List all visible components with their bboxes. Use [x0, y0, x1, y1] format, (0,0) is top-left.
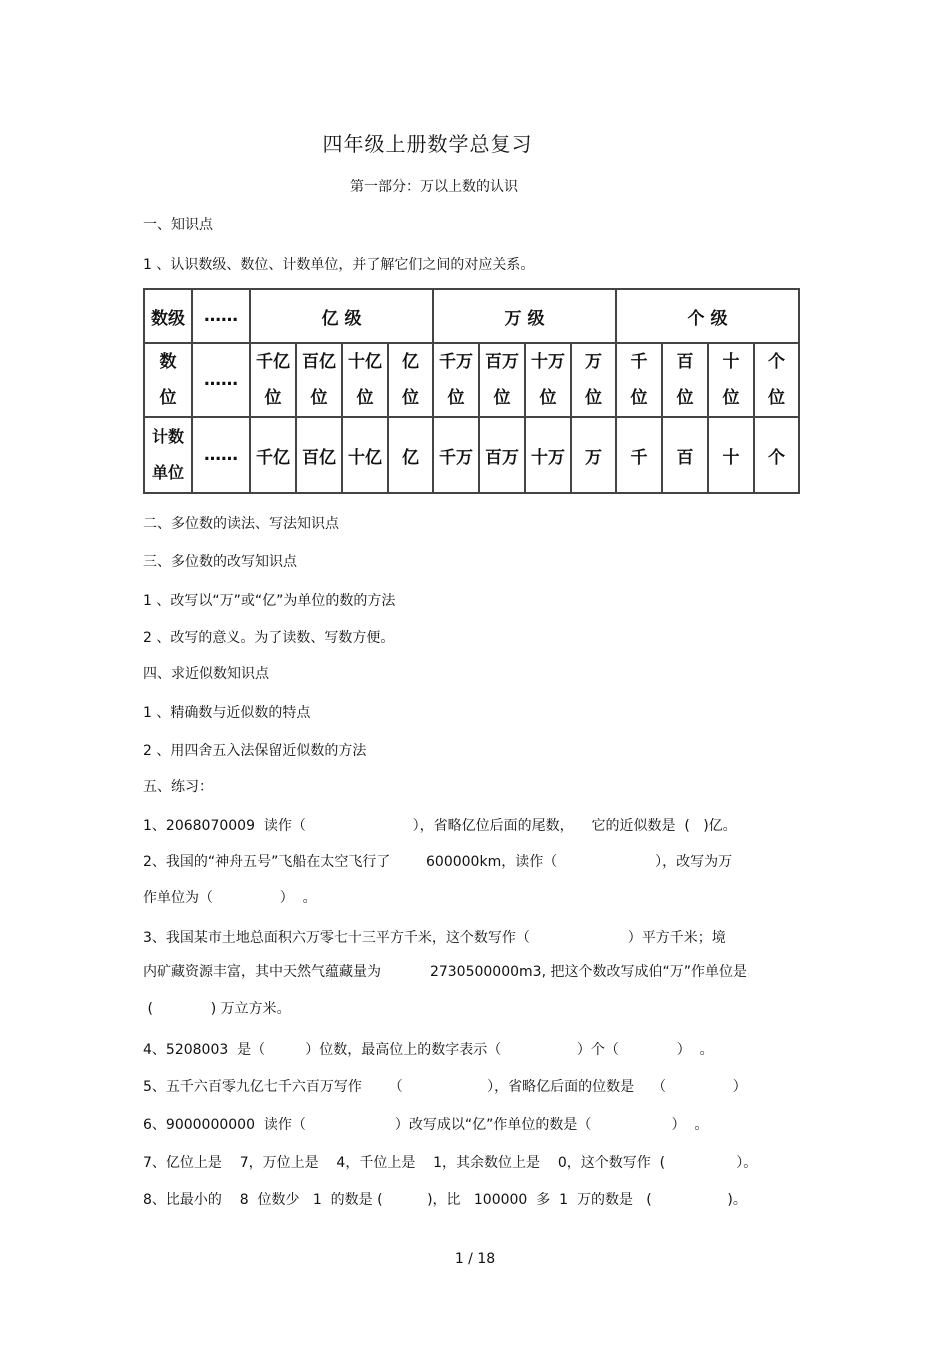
unit-cell: 千万: [433, 417, 479, 493]
exercise-3-line-3: ( ) 万立方米。: [143, 1001, 291, 1017]
exercise-5: 5、五千六百零九亿七千六百万写作 （ ），省略亿后面的位数是 （ ）: [143, 1079, 747, 1095]
heading-reading-writing: 二、多位数的读法、写法知识点: [143, 516, 339, 532]
knowledge-point-1: 1 、认识数级、数位、计数单位，并了解它们之间的对应关系。: [143, 257, 535, 273]
exercise-3-line-2: 内矿藏资源丰富，其中天然气蕴藏量为 2730500000m3, 把这个数改写成伯“万”作单位是: [143, 964, 747, 980]
grade-cell-yi: 亿 级: [250, 289, 433, 343]
unit-cell: 万: [571, 417, 616, 493]
unit-cell: 十: [708, 417, 754, 493]
heading-exercises: 五、练习：: [143, 779, 213, 795]
unit-cell: 百亿: [296, 417, 342, 493]
unit-cell: 十万: [525, 417, 571, 493]
table-row-place: [144, 343, 799, 417]
heading-knowledge-points: 一、知识点: [143, 217, 213, 233]
heading-rewriting: 三、多位数的改写知识点: [143, 554, 297, 570]
approximation-point-2: 2 、用四舍五入法保留近似数的方法: [143, 743, 367, 759]
place-cell: 十万 位: [525, 343, 571, 417]
place-cell: 万 位: [571, 343, 616, 417]
grade-cell-ge: 个 级: [616, 289, 799, 343]
unit-cell: 千: [616, 417, 662, 493]
exercise-7: 7、亿位上是 7，万位上是 4，千位上是 1，其余数位上是 0，这个数写作 ( ）。: [143, 1155, 758, 1171]
exercise-2-line-2: 作单位为（ ） 。: [143, 890, 317, 906]
heading-approximation: 四、求近似数知识点: [143, 666, 269, 682]
place-cell: 千亿 位: [250, 343, 296, 417]
place-cell: 百亿 位: [296, 343, 342, 417]
ellipsis-cell: ……: [192, 343, 250, 417]
place-cell: 百万 位: [479, 343, 525, 417]
exercise-8: 8、比最小的 8 位数少 1 的数是 ( )，比 100000 多 1 万的数是 ( )。: [143, 1192, 747, 1208]
approximation-point-1: 1 、精确数与近似数的特点: [143, 705, 311, 721]
table-header-cell: 数 位: [144, 343, 192, 417]
unit-cell: 个: [754, 417, 799, 493]
place-cell: 个 位: [754, 343, 799, 417]
unit-cell: 百万: [479, 417, 525, 493]
place-cell: 千万 位: [433, 343, 479, 417]
unit-cell: 千亿: [250, 417, 296, 493]
place-cell: 十亿 位: [342, 343, 388, 417]
unit-cell: 亿: [388, 417, 433, 493]
place-cell: 十 位: [708, 343, 754, 417]
grade-cell-wan: 万 级: [433, 289, 616, 343]
page-title: 四年级上册数学总复习: [322, 132, 533, 156]
exercise-3-line-1: 3、我国某市土地总面积六万零七十三平方千米，这个数写作（ ）平方千米；境: [143, 930, 726, 946]
exercise-6: 6、9000000000 读作（ ）改写成以“亿”作单位的数是（ ） 。: [143, 1117, 709, 1133]
place-cell: 千 位: [616, 343, 662, 417]
place-cell: 百 位: [662, 343, 708, 417]
section-subtitle: 第一部分：万以上数的认识: [350, 179, 518, 195]
exercise-1: 1、2068070009 读作（ ），省略亿位后面的尾数， 它的近似数是 ( )亿。: [143, 818, 737, 834]
exercise-4: 4、5208003 是（ ）位数，最高位上的数字表示（ ）个（ ） 。: [143, 1042, 714, 1058]
ellipsis-cell: ……: [192, 289, 250, 343]
table-header-cell: 数级: [144, 289, 192, 343]
table-header-cell: 计数 单位: [144, 417, 192, 493]
page-number: 1 / 18: [454, 1251, 496, 1267]
rewriting-point-1: 1 、改写以“万”或“亿”为单位的数的方法: [143, 593, 396, 609]
rewriting-point-2: 2 、改写的意义。为了读数、写数方便。: [143, 630, 395, 646]
exercise-2-line-1: 2、我国的“神舟五号”飞船在太空飞行了 600000km，读作（ ），改写为万: [143, 854, 733, 870]
unit-cell: 百: [662, 417, 708, 493]
unit-cell: 十亿: [342, 417, 388, 493]
place-value-table: [143, 288, 800, 494]
place-cell: 亿 位: [388, 343, 433, 417]
table-row-grade: [144, 289, 799, 343]
ellipsis-cell: ……: [192, 417, 250, 493]
table-row-unit: [144, 417, 799, 493]
